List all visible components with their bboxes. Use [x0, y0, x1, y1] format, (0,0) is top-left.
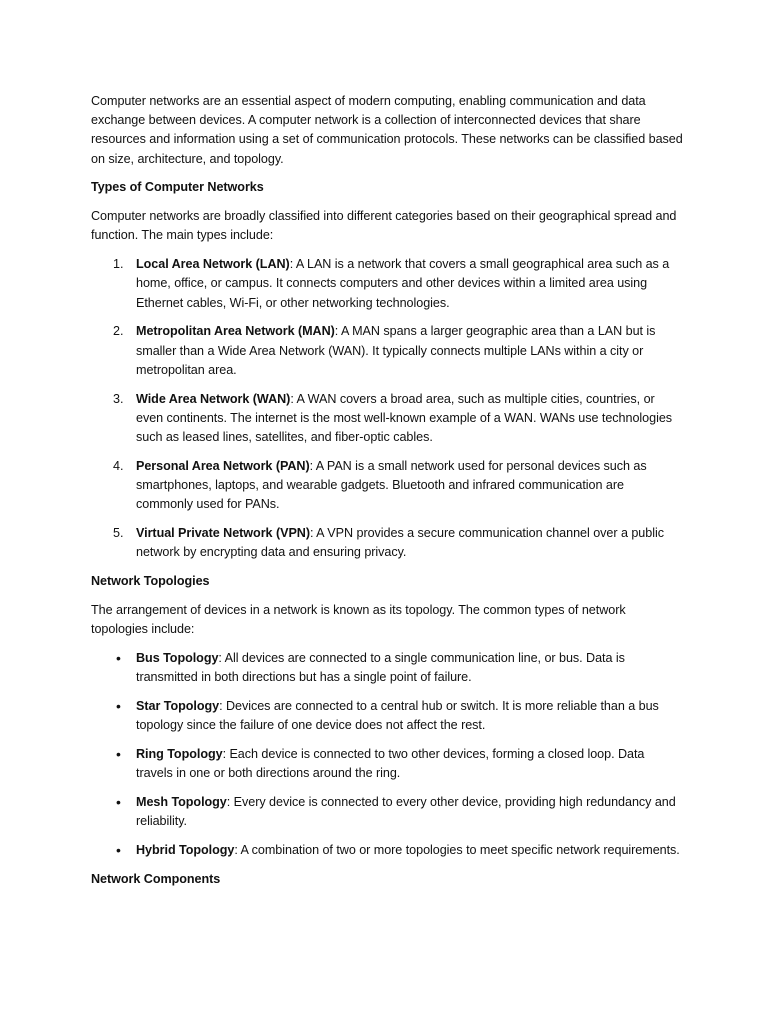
- list-term: Wide Area Network (WAN): [136, 391, 291, 406]
- list-text: : A LAN is a network that covers a small geographical area such as a home, office, or campus. It connects computers and other devices within a limited area using Ethernet cables, Wi-Fi, or other networking technologies.: [136, 257, 670, 310]
- list-term: Personal Area Network (PAN): [136, 458, 310, 473]
- list-item: [91, 322, 683, 380]
- list-term: Bus Topology: [136, 650, 219, 665]
- topologies-heading: Network Topologies: [91, 574, 210, 589]
- list-item: [91, 793, 683, 831]
- list-text: : A VPN provides a secure communication channel over a public network by encrypting data and ensuring privacy.: [136, 526, 664, 560]
- list-item: [91, 390, 683, 448]
- types-heading: Types of Computer Networks: [91, 180, 264, 195]
- topologies-list: [91, 649, 683, 860]
- document-page: [91, 92, 683, 898]
- list-item: [91, 697, 683, 735]
- list-text: : A MAN spans a larger geographic area than a LAN but is smaller than a Wide Area Network (WAN). It typically connects multiple LANs within a city or metropolitan area.: [136, 324, 656, 377]
- list-item: [91, 457, 683, 515]
- list-item: [91, 524, 683, 562]
- list-number: 3.: [113, 391, 124, 406]
- bullet-marker: •: [116, 745, 121, 762]
- list-term: Mesh Topology: [136, 794, 227, 809]
- list-text: : A PAN is a small network used for personal devices such as smartphones, laptops, and wearable gadgets. Bluetooth and infrared communication are commonly used for PANs.: [136, 458, 647, 512]
- list-term: Local Area Network (LAN): [136, 257, 290, 272]
- bullet-marker: •: [116, 697, 121, 714]
- list-item: [91, 649, 683, 687]
- list-term: Star Topology: [136, 698, 220, 713]
- list-text: : Each device is connected to two other devices, forming a closed loop. Data travels in one or both directions around the ring.: [136, 746, 645, 781]
- bullet-marker: •: [116, 649, 121, 666]
- list-number: 1.: [113, 257, 124, 272]
- topologies-intro-paragraph: The arrangement of devices in a network is known as its topology. The common types of network topologies include:: [91, 602, 626, 637]
- list-text: : Every device is connected to every other device, providing high redundancy and reliability.: [136, 794, 676, 829]
- list-number: 4.: [113, 458, 124, 473]
- list-term: Metropolitan Area Network (MAN): [136, 324, 335, 339]
- list-item: [91, 841, 683, 860]
- list-term: Virtual Private Network (VPN): [136, 526, 310, 541]
- list-text: : Devices are connected to a central hub or switch. It is more reliable than a bus topology since the failure of one device does not affect the rest.: [136, 698, 659, 733]
- list-number: 2.: [113, 324, 124, 339]
- types-intro-paragraph: Computer networks are broadly classified into different categories based on their geographical spread and function. The main types include:: [91, 209, 677, 243]
- components-heading: Network Components: [91, 871, 221, 886]
- list-text: : All devices are connected to a single communication line, or bus. Data is transmitted in both directions but has a single point of failure.: [136, 650, 625, 685]
- list-term: Hybrid Topology: [136, 842, 235, 857]
- list-number: 5.: [113, 526, 124, 541]
- list-item: [91, 745, 683, 783]
- bullet-marker: •: [116, 841, 121, 858]
- list-text: : A WAN covers a broad area, such as multiple cities, countries, or even continents. The internet is the most well-known example of a WAN. WANs use technologies such as leased lines, satellites, and fiber-optic cables.: [136, 391, 673, 445]
- network-types-list: [91, 255, 683, 562]
- bullet-marker: •: [116, 793, 121, 810]
- list-item: [91, 255, 683, 313]
- list-text: : A combination of two or more topologies to meet specific network requirements.: [234, 842, 680, 857]
- intro-paragraph: Computer networks are an essential aspect of modern computing, enabling communication and data exchange between devices. A computer network is a collection of interconnected devices that share resources and information using a set of communication protocols. These networks can be classified based on size, architecture, and topology.: [91, 94, 683, 166]
- list-term: Ring Topology: [136, 746, 223, 761]
